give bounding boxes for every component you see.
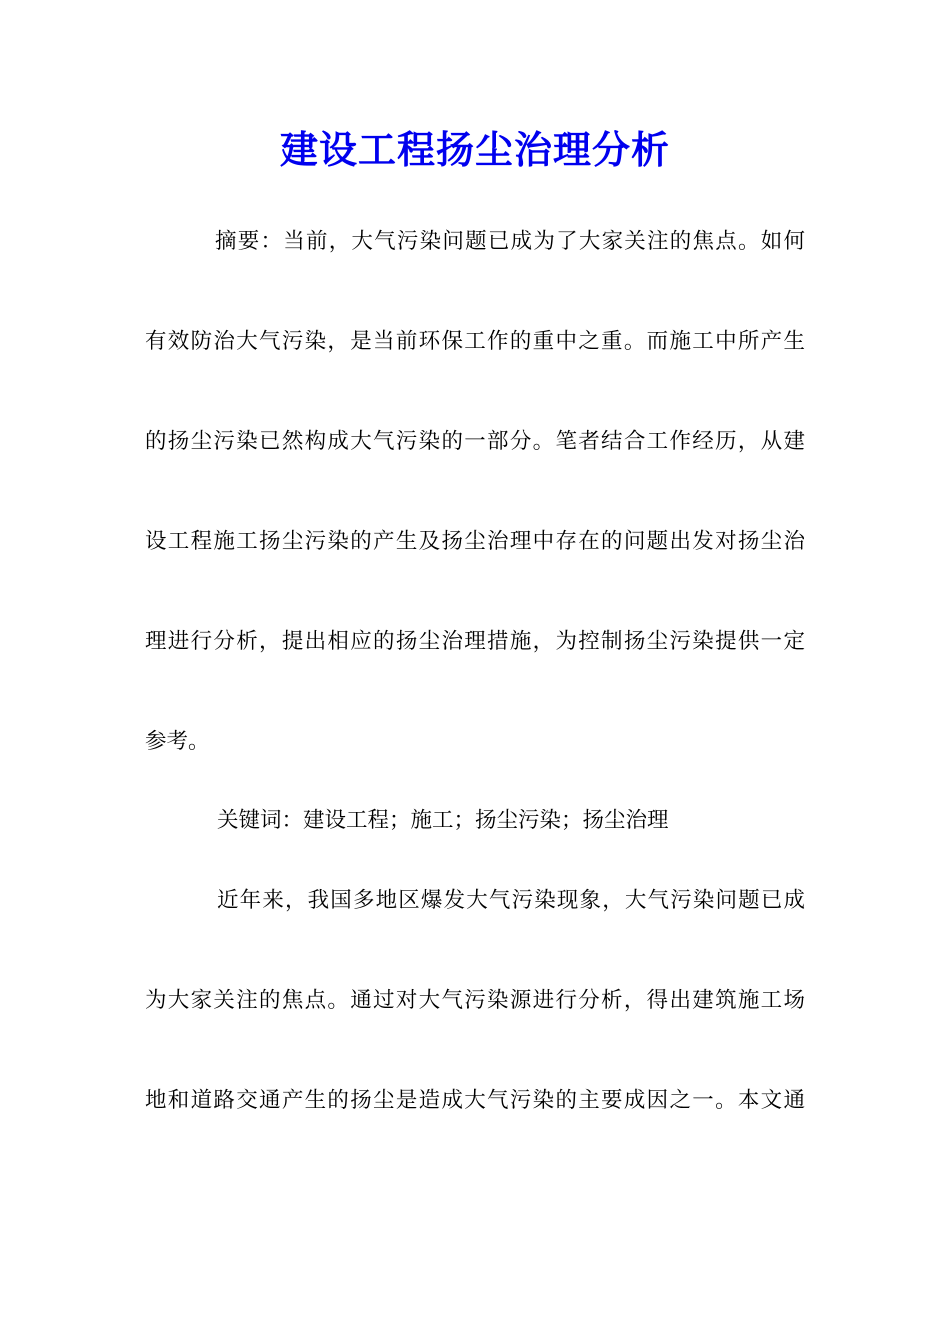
intro-line-2: 为大家关注的焦点。通过对大气污染源进行分析，得出建筑施工场: [145, 988, 805, 1013]
abstract-line-5: 理进行分析，提出相应的扬尘治理措施，为控制扬尘污染提供一定: [145, 629, 805, 654]
intro-line-1: 近年来，我国多地区爆发大气污染现象，大气污染问题已成: [217, 888, 805, 913]
abstract-line-1: 摘要：当前，大气污染问题已成为了大家关注的焦点。如何: [215, 229, 805, 254]
intro-line-3: 地和道路交通产生的扬尘是造成大气污染的主要成因之一。本文通: [145, 1088, 805, 1113]
abstract-line-6: 参考。: [145, 729, 210, 754]
abstract-line-2: 有效防治大气污染，是当前环保工作的重中之重。而施工中所产生: [145, 329, 805, 354]
abstract-line-4: 设工程施工扬尘污染的产生及扬尘治理中存在的问题出发对扬尘治: [145, 529, 805, 554]
abstract-line-3: 的扬尘污染已然构成大气污染的一部分。笔者结合工作经历，从建: [145, 429, 805, 454]
keywords-line: 关键词：建设工程；施工；扬尘污染；扬尘治理: [217, 808, 669, 833]
document-title: 建设工程扬尘治理分析: [279, 127, 670, 172]
